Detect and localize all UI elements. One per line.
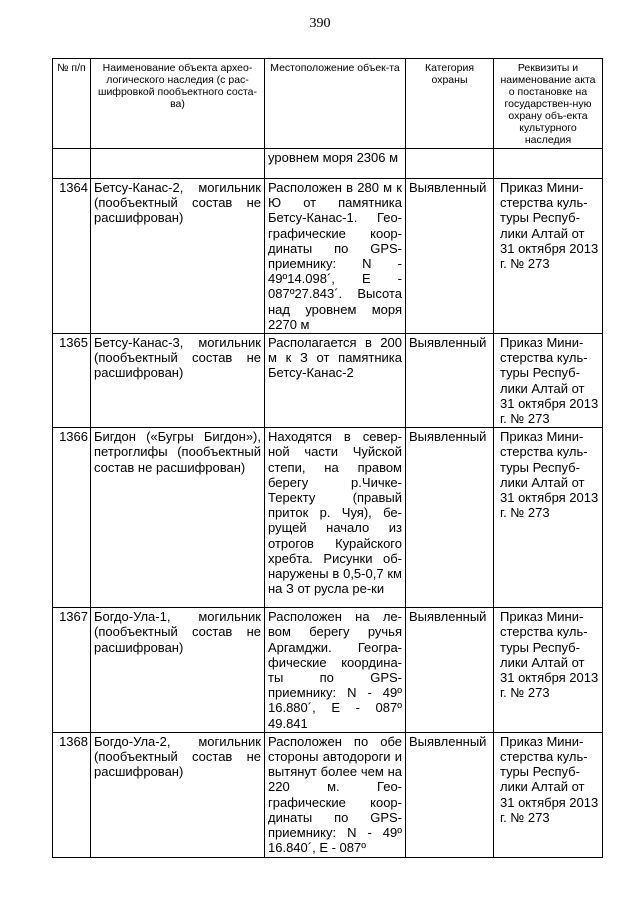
cell-num: 1366	[53, 428, 91, 608]
cell-act	[494, 149, 603, 179]
header-category: Категория охраны	[406, 59, 494, 149]
table-row	[53, 608, 603, 733]
cell-act: Приказ Мини-стерства куль-туры Респуб-лики Алтай от 31 октября 2013 г. № 273	[494, 334, 603, 428]
cell-act: Приказ Мини-стерства куль-туры Респуб-лики Алтай от 31 октября 2013 г. № 273	[494, 732, 603, 857]
cell-name: Богдо-Ула-1, могильник (пообъектный состав не расшифрован)	[91, 608, 265, 733]
heritage-table	[52, 58, 603, 858]
cell-location: Располагается в 200 м к З от памятника Бетсу-Канас-2	[265, 334, 406, 428]
cell-name	[91, 149, 265, 179]
table-row	[53, 334, 603, 428]
cell-location: уровнем моря 2306 м	[265, 149, 406, 179]
cell-category: Выявленный	[406, 732, 494, 857]
table-row	[53, 179, 603, 334]
cell-num: 1368	[53, 732, 91, 857]
cell-num	[53, 149, 91, 179]
cell-act: Приказ Мини-стерства куль-туры Респуб-лики Алтай от 31 октября 2013 г. № 273	[494, 179, 603, 334]
cell-location: Находятся в север-ной части Чуйской степи, на правом берегу р.Чичке-Теректу (правый приток р. Чуя), бе-рущей начало из отрогов Курайского хребта. Рисунки об-наружены в 0,5-0,7 км на З от русла ре-ки	[265, 428, 406, 608]
cell-name: Бетсу-Канас-3, могильник (пообъектный состав не расшифрован)	[91, 334, 265, 428]
cell-num: 1365	[53, 334, 91, 428]
cell-category	[406, 149, 494, 179]
cell-act: Приказ Мини-стерства куль-туры Респуб-лики Алтай от 31 октября 2013 г. № 273	[494, 428, 603, 608]
cell-category: Выявленный	[406, 608, 494, 733]
cell-location: Расположен на ле-вом берегу ручья Аргамджи. Геогра-фические координа-ты по GPS-приемнику: N - 49º 16.880´, E - 087º 49.841	[265, 608, 406, 733]
cell-name: Богдо-Ула-2, могильник (пообъектный состав не расшифрован)	[91, 732, 265, 857]
table-row-continuation	[53, 149, 603, 179]
page-number: 390	[309, 16, 331, 31]
cell-location: Расположен в 280 м к Ю от памятника Бетсу-Канас-1. Гео-графические коор-динаты по GPS-приемнику: N - 49º14.098´, E - 087º27.843´. Высота над уровнем моря 2270 м	[265, 179, 406, 334]
table-row	[53, 732, 603, 857]
cell-act: Приказ Мини-стерства куль-туры Респуб-лики Алтай от 31 октября 2013 г. № 273	[494, 608, 603, 733]
table-header-row	[53, 59, 603, 149]
header-act: Реквизиты и наименование акта о постановке на государствен-ную охрану объ-екта культурного наследия	[494, 59, 603, 149]
cell-location: Расположен по обе стороны автодороги и вытянут более чем на 220 м. Гео-графические коор-динаты по GPS-приемнику: N - 49º 16.840´, E - 087º	[265, 732, 406, 857]
cell-num: 1367	[53, 608, 91, 733]
cell-category: Выявленный	[406, 179, 494, 334]
cell-name: Бигдон («Бугры Бигдон»), петроглифы (пообъектный состав не расшифрован)	[91, 428, 265, 608]
cell-category: Выявленный	[406, 428, 494, 608]
cell-category: Выявленный	[406, 334, 494, 428]
table-row	[53, 428, 603, 608]
header-num: № п/п	[53, 59, 91, 149]
cell-num: 1364	[53, 179, 91, 334]
header-location: Местоположение объек-та	[265, 59, 406, 149]
cell-name: Бетсу-Канас-2, могильник (пообъектный состав не расшифрован)	[91, 179, 265, 334]
header-name: Наименование объекта архео-логического наследия (с рас-шифровкой пообъектного соста-ва)	[91, 59, 265, 149]
